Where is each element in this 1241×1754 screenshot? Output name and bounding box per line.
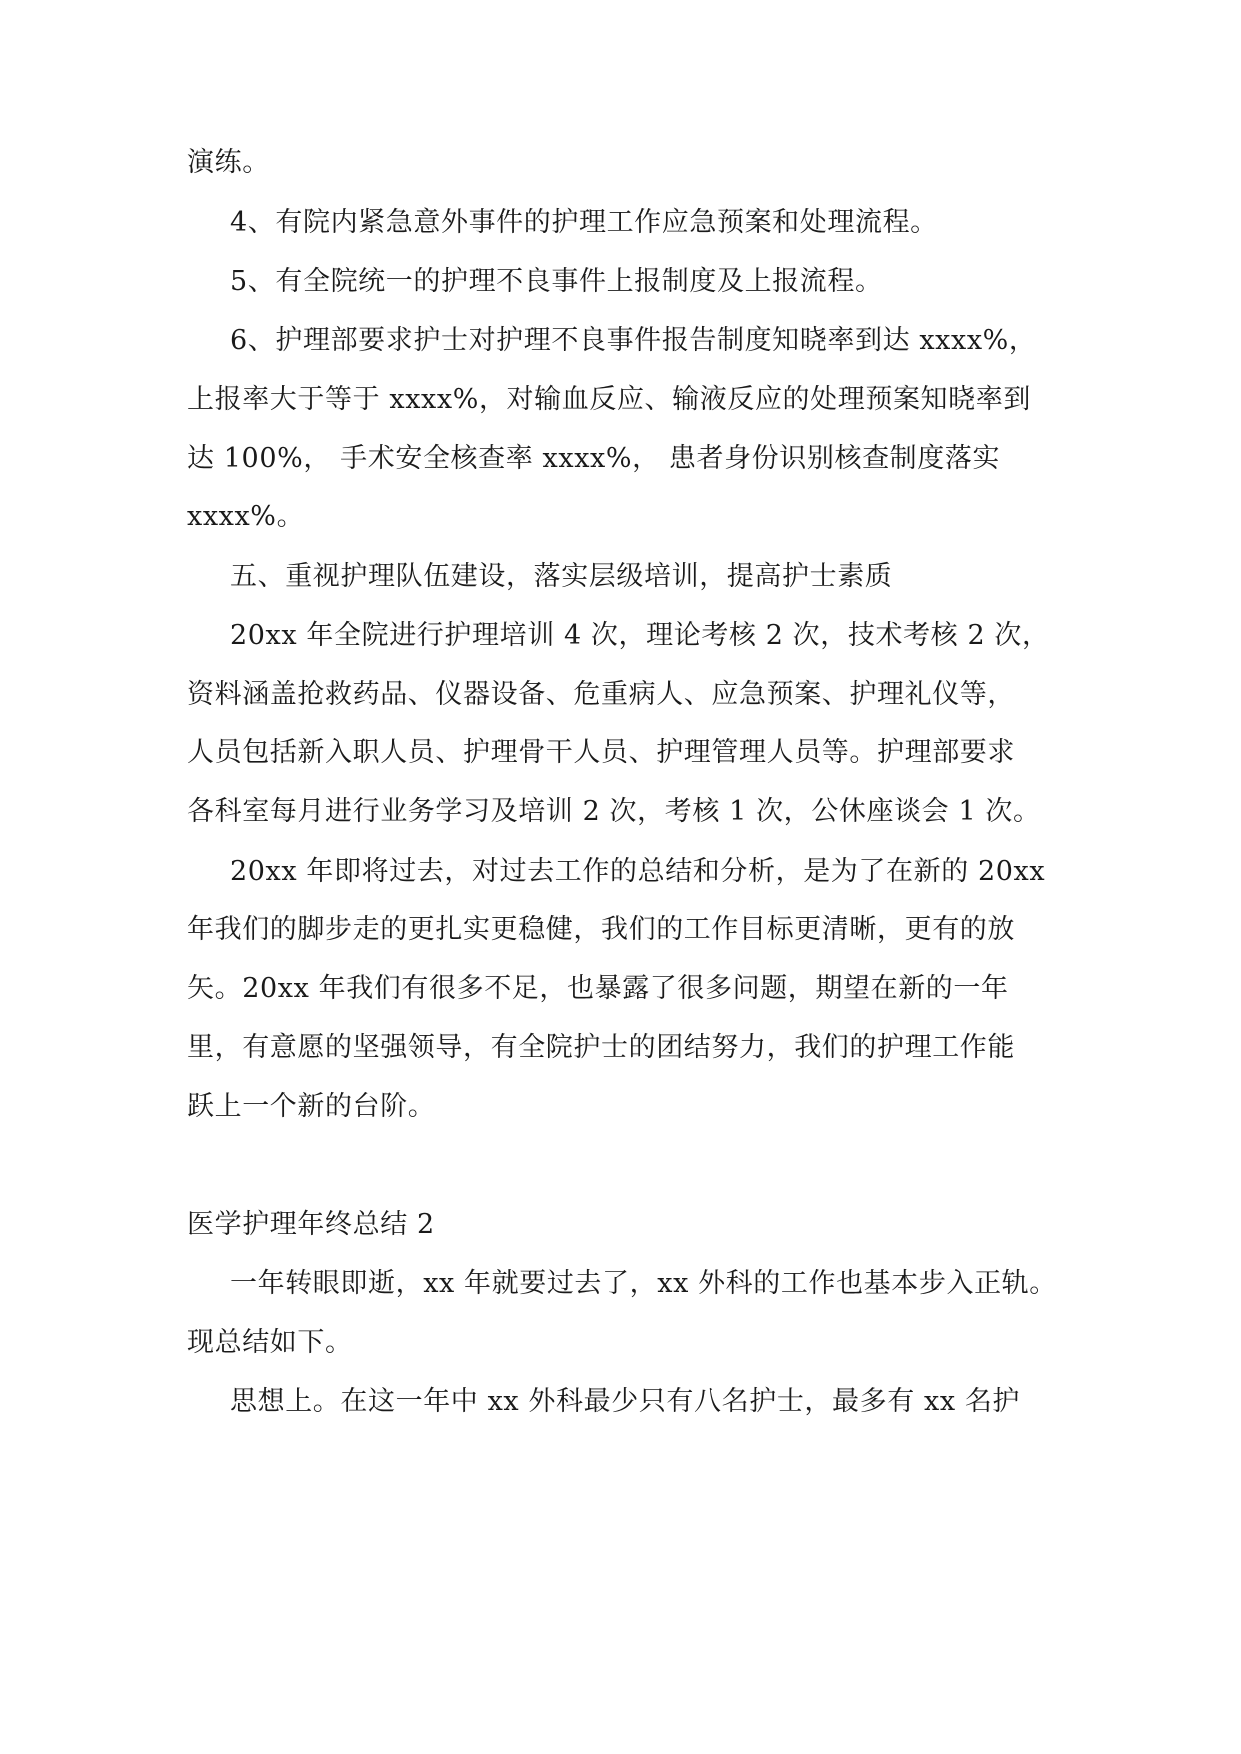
text-line: 达 100%， 手术安全核查率 xxxx%， 患者身份识别核查制度落实	[187, 443, 1001, 474]
text-line: 年我们的脚步走的更扎实更稳健，我们的工作目标更清晰，更有的放	[187, 914, 1015, 945]
text-line: 人员包括新入职人员、护理骨干人员、护理管理人员等。护理部要求	[187, 737, 1015, 768]
text-line: 一年转眼即逝，xx 年就要过去了，xx 外科的工作也基本步入正轨。	[230, 1268, 1057, 1299]
text-line: 跃上一个新的台阶。	[187, 1091, 436, 1122]
text-line: 矢。20xx 年我们有很多不足，也暴露了很多问题，期望在新的一年	[187, 973, 1009, 1004]
text-line: 资料涵盖抢救药品、仪器设备、危重病人、应急预案、护理礼仪等，	[187, 679, 1015, 710]
document-title: 医学护理年终总结 2	[187, 1209, 435, 1240]
text-line: 演练。	[187, 147, 270, 178]
section-heading: 五、重视护理队伍建设，落实层级培训，提高护士素质	[230, 561, 893, 592]
text-line: 上报率大于等于 xxxx%，对输血反应、输液反应的处理预案知晓率到	[187, 384, 1031, 415]
text-line: xxxx%。	[187, 501, 305, 532]
text-line: 现总结如下。	[187, 1327, 353, 1358]
text-line: 里，有意愿的坚强领导，有全院护士的团结努力，我们的护理工作能	[187, 1032, 1015, 1063]
text-line: 各科室每月进行业务学习及培训 2 次，考核 1 次，公休座谈会 1 次。	[187, 796, 1041, 827]
text-line: 4、有院内紧急意外事件的护理工作应急预案和处理流程。	[230, 207, 938, 238]
text-line: 20xx 年即将过去，对过去工作的总结和分析，是为了在新的 20xx	[230, 856, 1046, 887]
text-line: 思想上。在这一年中 xx 外科最少只有八名护士，最多有 xx 名护	[230, 1386, 1021, 1417]
text-line: 20xx 年全院进行护理培训 4 次，理论考核 2 次，技术考核 2 次，	[230, 620, 1050, 651]
text-line: 5、有全院统一的护理不良事件上报制度及上报流程。	[230, 266, 883, 297]
text-line: 6、护理部要求护士对护理不良事件报告制度知晓率到达 xxxx%，	[230, 325, 1037, 356]
